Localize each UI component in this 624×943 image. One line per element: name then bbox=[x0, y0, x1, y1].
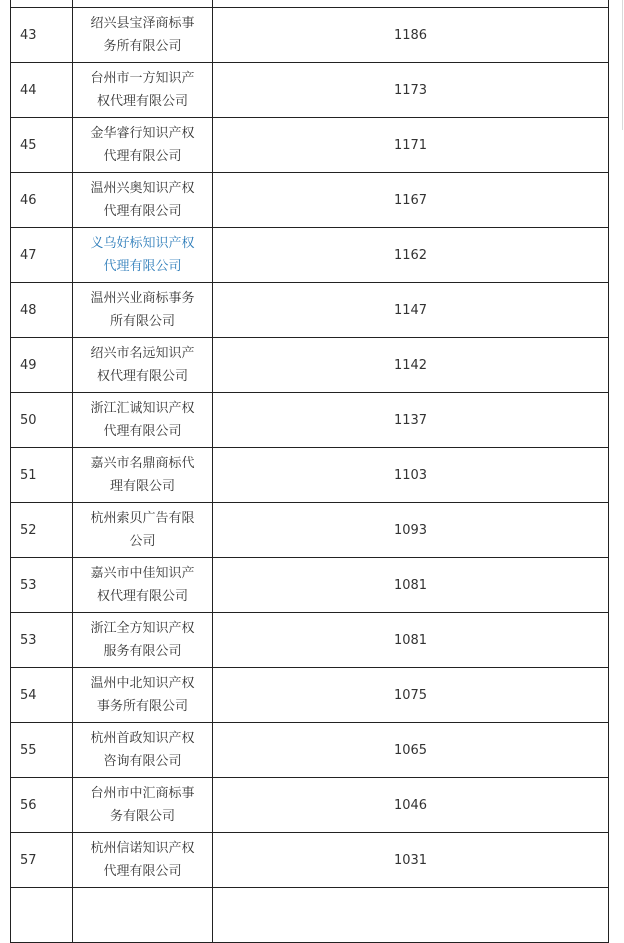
count-cell: 1162 bbox=[213, 228, 609, 283]
rank-cell: 48 bbox=[11, 283, 73, 338]
table-row bbox=[11, 613, 609, 668]
table-row bbox=[11, 448, 609, 503]
company-name-cell bbox=[73, 393, 213, 448]
count-cell: 1065 bbox=[213, 723, 609, 778]
rank-cell: 56 bbox=[11, 778, 73, 833]
table-row bbox=[11, 8, 609, 63]
company-name-line: 杭州索贝广告有限 bbox=[90, 511, 195, 526]
company-name-line: 浙江汇诚知识产权 bbox=[90, 401, 195, 416]
company-name-line: 温州中北知识产权 bbox=[90, 676, 195, 691]
count-cell: 1103 bbox=[213, 448, 609, 503]
rank-cell: 57 bbox=[11, 833, 73, 888]
rank-cell: 51 bbox=[11, 448, 73, 503]
company-name-line: 公司 bbox=[129, 534, 156, 549]
rank-cell: 47 bbox=[11, 228, 73, 283]
count-cell: 1147 bbox=[213, 283, 609, 338]
company-name-line: 事务所有限公司 bbox=[96, 699, 188, 714]
count-cell: 1167 bbox=[213, 173, 609, 228]
company-name-line: 权代理有限公司 bbox=[96, 94, 188, 109]
count-cell: 1142 bbox=[213, 338, 609, 393]
table-row bbox=[11, 888, 609, 943]
rank-cell: 52 bbox=[11, 503, 73, 558]
table-row bbox=[11, 283, 609, 338]
company-name-line: 代理有限公司 bbox=[103, 259, 182, 274]
company-name-link[interactable] bbox=[73, 888, 213, 943]
rank-cell: 44 bbox=[11, 63, 73, 118]
table-row bbox=[11, 393, 609, 448]
company-name-line: 温州兴奥知识产权 bbox=[90, 181, 195, 196]
rank-cell: 53 bbox=[11, 613, 73, 668]
count-cell: 1137 bbox=[213, 393, 609, 448]
page-edge-divider bbox=[622, 0, 623, 130]
table-row bbox=[11, 118, 609, 173]
ranking-table-body bbox=[11, 0, 609, 943]
rank-cell: 53 bbox=[11, 558, 73, 613]
company-name-line: 台州市一方知识产 bbox=[90, 71, 195, 86]
company-name-line: 浙江全方知识产权 bbox=[90, 621, 195, 636]
table-row bbox=[11, 503, 609, 558]
table-row bbox=[11, 668, 609, 723]
count-cell: 1031 bbox=[213, 833, 609, 888]
table-row bbox=[11, 173, 609, 228]
ranking-table bbox=[10, 0, 609, 943]
table-row bbox=[11, 723, 609, 778]
rank-cell: 43 bbox=[11, 8, 73, 63]
count-cell: 1081 bbox=[213, 558, 609, 613]
company-name-cell bbox=[73, 338, 213, 393]
rank-cell: 54 bbox=[11, 668, 73, 723]
company-name-link[interactable] bbox=[73, 228, 213, 283]
company-name-line: 嘉兴市名鼎商标代 bbox=[90, 456, 195, 471]
company-name-line: 代理有限公司 bbox=[103, 204, 182, 219]
count-cell bbox=[213, 0, 609, 8]
rank-cell: 55 bbox=[11, 723, 73, 778]
company-name-line: 嘉兴市中佳知识产 bbox=[90, 566, 195, 581]
company-name-line: 台州市中汇商标事 bbox=[90, 786, 195, 801]
count-cell: 1171 bbox=[213, 118, 609, 173]
company-name-cell bbox=[73, 833, 213, 888]
company-name-cell bbox=[73, 0, 213, 8]
company-name-cell bbox=[73, 723, 213, 778]
count-cell: 1093 bbox=[213, 503, 609, 558]
count-cell: 1046 bbox=[213, 778, 609, 833]
company-name-cell bbox=[73, 118, 213, 173]
company-name-line: 杭州首政知识产权 bbox=[90, 731, 195, 746]
ranking-table-container bbox=[10, 0, 609, 943]
table-row bbox=[11, 338, 609, 393]
table-row bbox=[11, 778, 609, 833]
count-cell: 1081 bbox=[213, 613, 609, 668]
company-name-cell bbox=[73, 558, 213, 613]
company-name-cell bbox=[73, 63, 213, 118]
company-name-cell bbox=[73, 668, 213, 723]
rank-cell: 46 bbox=[11, 173, 73, 228]
company-name-line: 权代理有限公司 bbox=[96, 589, 188, 604]
table-row bbox=[11, 558, 609, 613]
company-name-line: 权代理有限公司 bbox=[96, 369, 188, 384]
company-name-line: 代理有限公司 bbox=[103, 864, 182, 879]
rank-cell: 50 bbox=[11, 393, 73, 448]
rank-cell: 49 bbox=[11, 338, 73, 393]
rank-cell bbox=[11, 0, 73, 8]
count-cell bbox=[213, 888, 609, 943]
company-name-cell bbox=[73, 8, 213, 63]
company-name-cell bbox=[73, 778, 213, 833]
count-cell: 1186 bbox=[213, 8, 609, 63]
table-row bbox=[11, 63, 609, 118]
count-cell: 1075 bbox=[213, 668, 609, 723]
table-row bbox=[11, 0, 609, 8]
company-name-line: 务所有限公司 bbox=[103, 39, 182, 54]
count-cell: 1173 bbox=[213, 63, 609, 118]
table-row bbox=[11, 228, 609, 283]
company-name-line: 绍兴市名远知识产 bbox=[90, 346, 195, 361]
company-name-line: 理有限公司 bbox=[109, 479, 175, 494]
company-name-cell bbox=[73, 503, 213, 558]
company-name-line: 杭州信诺知识产权 bbox=[90, 841, 195, 856]
rank-cell: 45 bbox=[11, 118, 73, 173]
company-name-line: 义乌好标知识产权 bbox=[90, 236, 195, 251]
rank-cell bbox=[11, 888, 73, 943]
company-name-line: 金华睿行知识产权 bbox=[90, 126, 195, 141]
company-name-line: 服务有限公司 bbox=[103, 644, 182, 659]
company-name-line: 所有限公司 bbox=[109, 314, 175, 329]
company-name-cell bbox=[73, 283, 213, 338]
company-name-line: 绍兴县宝泽商标事 bbox=[90, 16, 195, 31]
company-name-cell bbox=[73, 448, 213, 503]
company-name-line: 代理有限公司 bbox=[103, 149, 182, 164]
company-name-line: 温州兴业商标事务 bbox=[90, 291, 195, 306]
company-name-line: 咨询有限公司 bbox=[103, 754, 182, 769]
company-name-cell bbox=[73, 613, 213, 668]
company-name-cell bbox=[73, 173, 213, 228]
table-row bbox=[11, 833, 609, 888]
company-name-line: 务有限公司 bbox=[109, 809, 175, 824]
company-name-line: 代理有限公司 bbox=[103, 424, 182, 439]
